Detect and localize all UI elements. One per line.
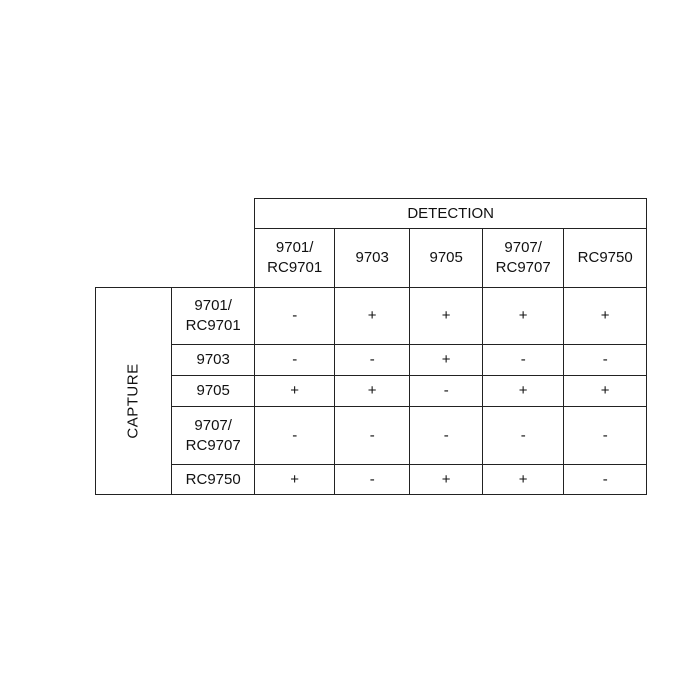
table-cell: + (410, 465, 483, 495)
table-cell: - (483, 345, 564, 376)
capture-header-cell (96, 288, 172, 495)
compatibility-table (95, 198, 647, 495)
table-row (96, 407, 647, 465)
table-row (96, 376, 647, 407)
row-header: 9703 (172, 345, 255, 376)
table-cell: + (255, 376, 335, 407)
row-header: 9707/ RC9707 (172, 407, 255, 465)
row-header: RC9750 (172, 465, 255, 495)
table-cell: + (410, 345, 483, 376)
table-cell: - (410, 407, 483, 465)
column-header: 9705 (410, 229, 483, 288)
compatibility-table-container (95, 198, 647, 495)
table-cell: + (564, 376, 647, 407)
column-header: 9703 (335, 229, 410, 288)
table-cell: - (255, 288, 335, 345)
table-cell: + (255, 465, 335, 495)
column-header: 9701/ RC9701 (255, 229, 335, 288)
capture-header: CAPTURE (124, 363, 142, 439)
table-cell: + (483, 288, 564, 345)
table-cell: - (483, 407, 564, 465)
table-cell: - (255, 407, 335, 465)
column-header: 9707/ RC9707 (483, 229, 564, 288)
table-cell: - (335, 407, 410, 465)
table-cell: + (483, 376, 564, 407)
detection-header: DETECTION (255, 199, 647, 229)
blank-corner (96, 199, 255, 229)
header-columns-row (96, 229, 647, 288)
table-cell: + (410, 288, 483, 345)
column-header: RC9750 (564, 229, 647, 288)
table-cell: - (255, 345, 335, 376)
table-cell: - (335, 465, 410, 495)
table-cell: + (564, 288, 647, 345)
table-cell: - (564, 345, 647, 376)
table-cell: - (564, 465, 647, 495)
blank-corner-2 (96, 229, 255, 288)
table-row (96, 345, 647, 376)
row-header: 9705 (172, 376, 255, 407)
table-row (96, 465, 647, 495)
table-cell: - (335, 345, 410, 376)
table-row (96, 288, 647, 345)
table-cell: + (335, 288, 410, 345)
table-cell: - (410, 376, 483, 407)
table-cell: - (564, 407, 647, 465)
table-cell: + (483, 465, 564, 495)
table-cell: + (335, 376, 410, 407)
header-group-row (96, 199, 647, 229)
row-header: 9701/ RC9701 (172, 288, 255, 345)
